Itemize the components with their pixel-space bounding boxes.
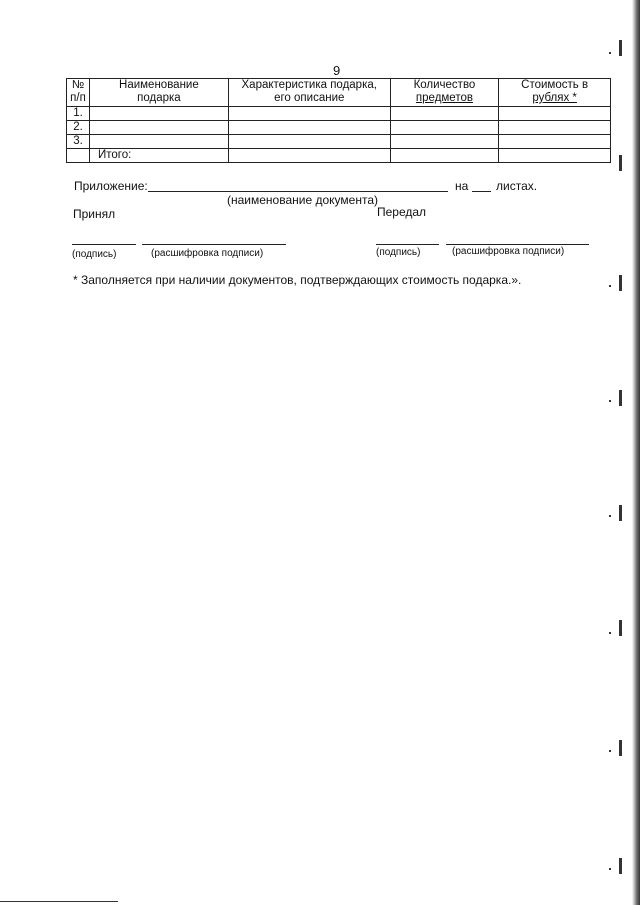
gift-table	[66, 78, 611, 163]
scan-dot	[609, 400, 611, 402]
header-quantity: Количество предметов	[390, 79, 499, 107]
scan-dot	[609, 515, 611, 517]
attachment-on-label: на	[455, 179, 469, 193]
accepted-transcript-field[interactable]	[142, 244, 286, 245]
attachment-sheets-label: листах.	[496, 179, 538, 193]
accepted-signature-field[interactable]	[72, 244, 136, 245]
scan-dot	[609, 868, 611, 870]
scan-edge-shadow	[632, 0, 640, 905]
attachment-document-field[interactable]	[148, 191, 448, 192]
cell-cost[interactable]	[499, 107, 611, 121]
scan-mark	[619, 858, 622, 874]
table-row	[67, 121, 611, 135]
scan-mark	[619, 390, 622, 406]
scan-dot	[609, 750, 611, 752]
page-number: 9	[333, 63, 341, 78]
header-cost: Стоимость в рублях *	[499, 79, 611, 107]
header-gift-name: Наименование подарка	[89, 79, 228, 107]
attachment-sheets-field[interactable]	[472, 191, 491, 192]
scan-mark	[619, 620, 622, 636]
total-row	[67, 149, 611, 163]
row-number: 1.	[67, 107, 90, 121]
cell-cost[interactable]	[499, 135, 611, 149]
cell-gift-description[interactable]	[228, 135, 390, 149]
scan-dot	[609, 632, 611, 634]
scan-bottom-line	[0, 901, 118, 902]
total-quantity[interactable]	[390, 149, 499, 163]
handed-transcript-field[interactable]	[446, 244, 589, 245]
total-blank	[67, 149, 90, 163]
cell-gift-description[interactable]	[228, 107, 390, 121]
attachment-document-caption: (наименование документа)	[227, 193, 378, 207]
cell-gift-description[interactable]	[228, 121, 390, 135]
table-row	[67, 135, 611, 149]
scan-mark	[619, 40, 622, 56]
total-description	[228, 149, 390, 163]
footnote: * Заполняется при наличии документов, подтверждающих стоимость подарка.».	[73, 273, 522, 287]
scan-mark	[619, 740, 622, 756]
row-number: 2.	[67, 121, 90, 135]
cell-quantity[interactable]	[390, 107, 499, 121]
cell-quantity[interactable]	[390, 135, 499, 149]
handed-transcript-caption: (расшифровка подписи)	[452, 246, 565, 257]
scan-dot	[609, 285, 611, 287]
table-row	[67, 107, 611, 121]
scan-mark	[619, 155, 622, 171]
handed-signature-field[interactable]	[376, 244, 439, 245]
row-number: 3.	[67, 135, 90, 149]
header-number: № п/п	[67, 79, 90, 107]
header-gift-description: Характеристика подарка, его описание	[228, 79, 390, 107]
scan-dot	[609, 52, 611, 54]
attachment-label: Приложение:	[74, 179, 148, 193]
cell-gift-name[interactable]	[89, 135, 228, 149]
handed-signature-caption: (подпись)	[376, 247, 421, 258]
accepted-label: Принял	[73, 207, 116, 221]
scan-mark	[619, 505, 622, 521]
accepted-transcript-caption: (расшифровка подписи)	[151, 248, 264, 259]
handed-label: Передал	[377, 205, 427, 219]
table-header-row	[67, 79, 611, 107]
cell-gift-name[interactable]	[89, 107, 228, 121]
scan-mark	[619, 275, 622, 291]
cell-cost[interactable]	[499, 121, 611, 135]
total-label: Итого:	[89, 149, 228, 163]
accepted-signature-caption: (подпись)	[72, 249, 117, 260]
cell-quantity[interactable]	[390, 121, 499, 135]
total-cost[interactable]	[499, 149, 611, 163]
cell-gift-name[interactable]	[89, 121, 228, 135]
